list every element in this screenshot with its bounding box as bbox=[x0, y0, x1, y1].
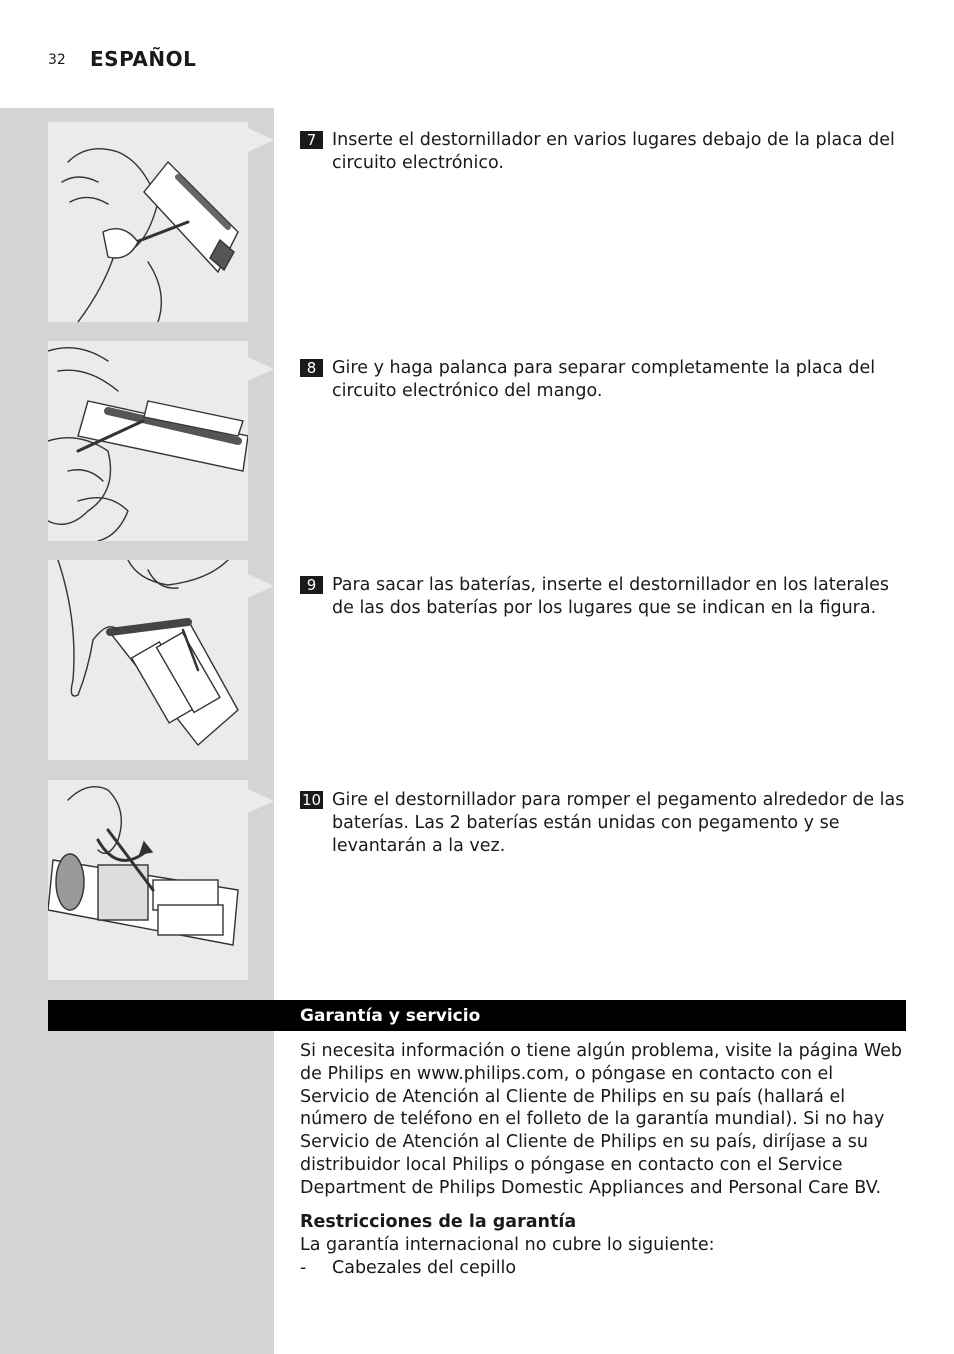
figure-pointer bbox=[248, 357, 274, 381]
restrictions-heading: Restricciones de la garantía bbox=[300, 1212, 577, 1232]
paragraph-text-end: , o póngase en contacto con el Servicio de Atención al Cliente de Philips en su país (hallará el número de teléfono en el folleto de la garantía mundial). Si no hay Servicio de Atención al Cliente de Philips en su país, diríjase a su distribuidor local Philips o póngase en contacto con el Service Department de Philips Domestic Appliances and Personal Care BV. bbox=[300, 1063, 885, 1198]
section-heading-bar bbox=[48, 1000, 906, 1031]
illustration-step-8 bbox=[48, 341, 248, 541]
step-number: 8 bbox=[300, 359, 323, 377]
figure-step-10 bbox=[48, 780, 248, 980]
figure-step-8 bbox=[48, 341, 248, 541]
figure-step-7 bbox=[48, 122, 248, 322]
illustration-step-10 bbox=[48, 780, 248, 980]
figure-pointer bbox=[248, 789, 274, 813]
step-text: Para sacar las baterías, inserte el destornillador en los laterales de las dos baterías por los lugares que se indican en la figura. bbox=[332, 575, 890, 618]
step-text: Gire y haga palanca para separar completamente la placa del circuito electrónico del mango. bbox=[332, 358, 876, 401]
figure-pointer bbox=[248, 128, 274, 152]
warranty-paragraph bbox=[300, 1040, 906, 1200]
language-heading: ESPAÑOL bbox=[90, 47, 197, 71]
step-9 bbox=[300, 574, 906, 620]
illustration-step-7 bbox=[48, 122, 248, 322]
step-7 bbox=[300, 129, 906, 175]
restrictions-intro: La garantía internacional no cubre lo siguiente: bbox=[300, 1235, 715, 1255]
list-item-text: Cabezales del cepillo bbox=[332, 1258, 517, 1278]
step-number: 9 bbox=[300, 576, 323, 594]
paragraph-text-start: Si necesita información o tiene algún problema, visite la página Web de Philips en bbox=[300, 1041, 902, 1084]
step-number: 10 bbox=[302, 791, 322, 809]
list-dash: - bbox=[300, 1258, 307, 1278]
step-10 bbox=[300, 789, 906, 858]
step-number: 7 bbox=[300, 131, 323, 149]
figure-pointer bbox=[248, 574, 274, 598]
figure-step-9 bbox=[48, 560, 248, 760]
step-text: Inserte el destornillador en varios lugares debajo de la placa del circuito electrónico. bbox=[332, 130, 895, 173]
illustration-step-9 bbox=[48, 560, 248, 760]
step-8 bbox=[300, 357, 906, 403]
philips-website-link[interactable]: www.philips.com bbox=[416, 1063, 564, 1084]
page-number: 32 bbox=[48, 52, 66, 68]
step-text: Gire el destornillador para romper el pegamento alrededor de las baterías. Las 2 baterías están unidas con pegamento y se levantarán a la vez. bbox=[332, 790, 905, 856]
section-title: Garantía y servicio bbox=[300, 1006, 481, 1026]
